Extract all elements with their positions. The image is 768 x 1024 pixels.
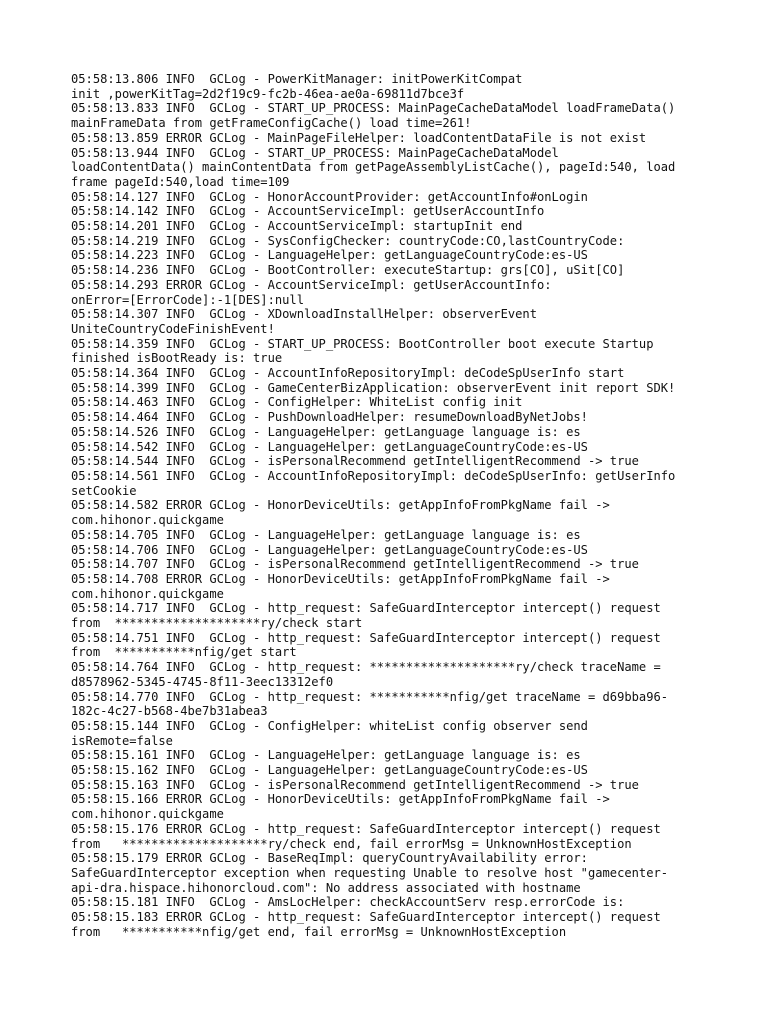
log-line: 05:58:14.542 INFO GCLog - LanguageHelper: getLanguageCountryCode:es-US — [71, 439, 588, 454]
log-line: 05:58:14.708 ERROR GCLog - HonorDeviceUtils: getAppInfoFromPkgName fail -> — [71, 571, 610, 586]
log-line: 05:58:15.179 ERROR GCLog - BaseReqImpl: queryCountryAvailability error: — [71, 851, 588, 866]
log-line: api-dra.hispace.hihonorcloud.com": No address associated with hostname — [71, 880, 581, 895]
log-line: from ***********nfig/get end, fail errorMsg = UnknownHostException — [71, 924, 567, 939]
log-line: 05:58:14.464 INFO GCLog - PushDownloadHelper: resumeDownloadByNetJobs! — [71, 410, 588, 425]
log-line: 05:58:15.183 ERROR GCLog - http_request: SafeGuardInterceptor intercept() request — [71, 910, 661, 925]
log-line: 05:58:14.293 ERROR GCLog - AccountServiceImpl: getUserAccountInfo: — [71, 277, 552, 292]
log-line: 05:58:14.770 INFO GCLog - http_request: ***********nfig/get traceName = d69bba96- — [71, 689, 669, 704]
log-line: from ********************ry/check start — [71, 616, 363, 631]
log-line: com.hihonor.quickgame — [71, 586, 224, 601]
log-line: finished isBootReady is: true — [71, 351, 283, 366]
log-line: 05:58:14.764 INFO GCLog - http_request: ********************ry/check traceName = — [71, 660, 661, 675]
log-line: 05:58:14.364 INFO GCLog - AccountInfoRepositoryImpl: deCodeSpUserInfo start — [71, 366, 625, 381]
log-line: from ***********nfig/get start — [71, 645, 297, 660]
log-line: 05:58:14.142 INFO GCLog - AccountServiceImpl: getUserAccountInfo — [71, 204, 545, 219]
log-line: onError=[ErrorCode]:-1[DES]:null — [71, 292, 304, 307]
log-line: 05:58:14.705 INFO GCLog - LanguageHelper: getLanguage language is: es — [71, 527, 581, 542]
log-line: 05:58:14.236 INFO GCLog - BootController: executeStartup: grs[CO], uSit[CO] — [71, 263, 625, 278]
log-line: setCookie — [71, 483, 137, 498]
log-document — [71, 72, 721, 939]
log-line: d8578962-5345-4745-8f11-3eec13312ef0 — [71, 674, 334, 689]
log-line: 05:58:14.359 INFO GCLog - START_UP_PROCESS: BootController boot execute Startup — [71, 336, 654, 351]
log-line: 05:58:15.176 ERROR GCLog - http_request: SafeGuardInterceptor intercept() request — [71, 821, 661, 836]
log-line: frame pageId:540,load time=109 — [71, 174, 290, 189]
log-line: 05:58:14.201 INFO GCLog - AccountServiceImpl: startupInit end — [71, 219, 523, 234]
log-line: mainFrameData from getFrameConfigCache() load time=261! — [71, 116, 472, 131]
log-line: 05:58:13.859 ERROR GCLog - MainPageFileHelper: loadContentDataFile is not exist — [71, 130, 647, 145]
log-line: 182c-4c27-b568-4be7b31abea3 — [71, 704, 268, 719]
log-line: 05:58:14.307 INFO GCLog - XDownloadInstallHelper: observerEvent — [71, 307, 537, 322]
log-line: SafeGuardInterceptor exception when requesting Unable to resolve host "gamecenter- — [71, 865, 669, 880]
log-line: 05:58:14.582 ERROR GCLog - HonorDeviceUtils: getAppInfoFromPkgName fail -> — [71, 498, 610, 513]
log-line: com.hihonor.quickgame — [71, 513, 224, 528]
log-line: 05:58:15.181 INFO GCLog - AmsLocHelper: checkAccountServ resp.errorCode is: — [71, 895, 625, 910]
log-line: 05:58:14.706 INFO GCLog - LanguageHelper: getLanguageCountryCode:es-US — [71, 542, 588, 557]
log-line: com.hihonor.quickgame — [71, 807, 224, 822]
log-line: loadContentData() mainContentData from getPageAssemblyListCache(), pageId:540, load — [71, 160, 676, 175]
log-line: 05:58:14.223 INFO GCLog - LanguageHelper: getLanguageCountryCode:es-US — [71, 248, 588, 263]
log-line: 05:58:13.806 INFO GCLog - PowerKitManager: initPowerKitCompat — [71, 72, 523, 86]
log-line: isRemote=false — [71, 733, 173, 748]
log-line: 05:58:15.166 ERROR GCLog - HonorDeviceUtils: getAppInfoFromPkgName fail -> — [71, 792, 610, 807]
log-line: 05:58:14.463 INFO GCLog - ConfigHelper: WhiteList config init — [71, 395, 523, 410]
log-line: 05:58:15.162 INFO GCLog - LanguageHelper: getLanguageCountryCode:es-US — [71, 763, 588, 778]
log-line: 05:58:13.833 INFO GCLog - START_UP_PROCESS: MainPageCacheDataModel loadFrameData() — [71, 101, 676, 116]
log-line: 05:58:15.144 INFO GCLog - ConfigHelper: whiteList config observer send — [71, 718, 588, 733]
log-line: init ,powerKitTag=2d2f19c9-fc2b-46ea-ae0a-69811d7bce3f — [71, 86, 465, 101]
log-line: UniteCountryCodeFinishEvent! — [71, 321, 275, 336]
log-line: from ********************ry/check end, fail errorMsg = UnknownHostException — [71, 836, 632, 851]
log-line: 05:58:14.707 INFO GCLog - isPersonalRecommend getIntelligentRecommend -> true — [71, 557, 639, 572]
log-line: 05:58:14.219 INFO GCLog - SysConfigChecker: countryCode:CO,lastCountryCode: — [71, 233, 625, 248]
log-line: 05:58:14.544 INFO GCLog - isPersonalRecommend getIntelligentRecommend -> true — [71, 454, 639, 469]
log-line: 05:58:14.526 INFO GCLog - LanguageHelper: getLanguage language is: es — [71, 424, 581, 439]
log-line: 05:58:14.399 INFO GCLog - GameCenterBizApplication: observerEvent init report SDK! — [71, 380, 676, 395]
log-line: 05:58:13.944 INFO GCLog - START_UP_PROCESS: MainPageCacheDataModel — [71, 145, 559, 160]
log-line: 05:58:15.163 INFO GCLog - isPersonalRecommend getIntelligentRecommend -> true — [71, 777, 639, 792]
log-line: 05:58:14.561 INFO GCLog - AccountInfoRepositoryImpl: deCodeSpUserInfo: getUserInfo — [71, 468, 676, 483]
log-line: 05:58:15.161 INFO GCLog - LanguageHelper: getLanguage language is: es — [71, 748, 581, 763]
log-line: 05:58:14.717 INFO GCLog - http_request: SafeGuardInterceptor intercept() request — [71, 601, 661, 616]
log-line: 05:58:14.751 INFO GCLog - http_request: SafeGuardInterceptor intercept() request — [71, 630, 661, 645]
log-line: 05:58:14.127 INFO GCLog - HonorAccountProvider: getAccountInfo#onLogin — [71, 189, 588, 204]
